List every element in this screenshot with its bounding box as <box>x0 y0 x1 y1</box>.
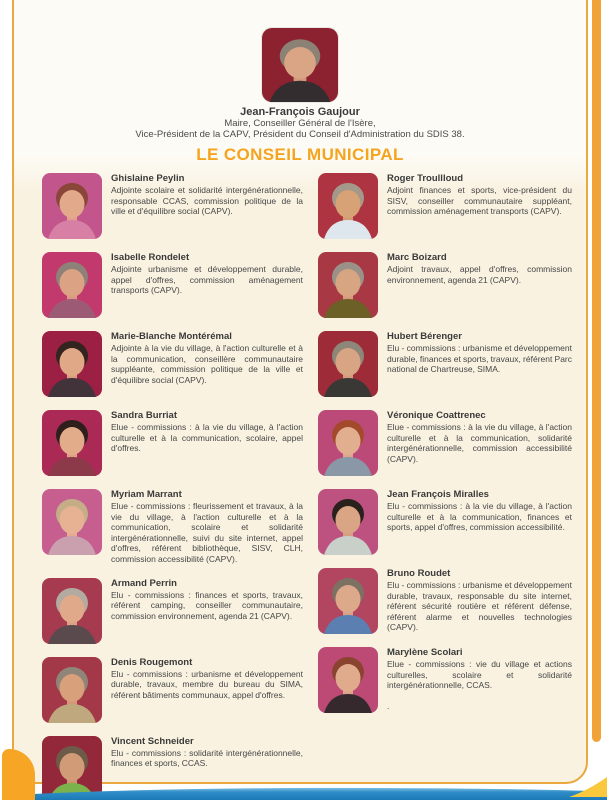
member-name: Sandra Burriat <box>111 410 177 421</box>
member-name: Ghislaine Peylin <box>111 173 185 184</box>
member-text <box>111 489 303 565</box>
member-text <box>387 173 572 239</box>
member-description: Elu - commissions : urbanisme et développement durable, travaux, responsable du site internet, référent sécurité routière et référent défense, référent alarme et nouvelles technologies (CAPV). <box>387 580 572 633</box>
member-photo <box>318 173 378 239</box>
member-card <box>318 489 572 555</box>
member-description: Elue - commissions : vie du village et actions culturelles, scolaire et solidarité intergénérationnelle, CCAS. <box>387 659 572 691</box>
member-name: Bruno Roudet <box>387 568 451 579</box>
member-description: Elu - commissions : solidarité intergénérationnelle, finances et sports, CCAS. <box>111 747 303 769</box>
member-card <box>42 578 303 644</box>
member-card <box>318 331 572 397</box>
member-name: Roger Troullloud <box>387 173 463 184</box>
member-card <box>42 252 303 318</box>
member-name: Jean François Miralles <box>387 489 489 500</box>
member-card <box>42 489 303 565</box>
member-text <box>111 331 303 397</box>
member-photo <box>318 331 378 397</box>
member-card <box>318 410 572 476</box>
member-description: Adjointe scolaire et solidarité intergénérationnelle, responsable CCAS, commission politique de la ville et d'équilibre social (CAPV). <box>111 185 303 217</box>
member-description: Elu - commissions : finances et sports, travaux, référent camping, conseiller communautaire, commission environnement, agenda 21 (CAPV). <box>111 589 303 621</box>
member-text <box>387 568 572 634</box>
member-name: Marie-Blanche Montérémal <box>111 331 232 342</box>
member-name: Vincent Schneider <box>111 735 194 747</box>
member-description: Elue - commissions : à la vie du village, à l'action culturelle et à la communication, solidarité intergénérationnelle, commission accessibilité (CAPV). <box>387 422 572 464</box>
member-name: Véronique Coattrenec <box>387 410 486 421</box>
member-name: Isabelle Rondelet <box>111 252 190 263</box>
member-text <box>387 331 572 397</box>
council-grid <box>14 165 586 800</box>
member-text <box>111 657 303 723</box>
member-photo <box>318 568 378 634</box>
member-text <box>111 578 303 644</box>
member-photo <box>42 173 102 239</box>
member-description: Elu - commissions : urbanisme et développement durable, finances et sports, travaux, référent Parc national de Chartreuse, SIMA. <box>387 343 572 375</box>
member-card <box>42 173 303 239</box>
member-photo <box>42 252 102 318</box>
council-column-left <box>42 173 303 800</box>
member-photo <box>318 410 378 476</box>
member-description: Elue - commissions : à la vie du village, à l'action culturelle et à la communication, scolaire, appel d'offres. <box>111 422 303 454</box>
member-card <box>318 252 572 318</box>
member-card <box>318 568 572 634</box>
member-card <box>42 331 303 397</box>
member-text <box>111 173 303 239</box>
member-photo <box>318 252 378 318</box>
mayor-name: Jean-François Gaujour <box>240 106 360 118</box>
member-text <box>387 647 572 713</box>
member-text <box>387 410 572 476</box>
member-description: Adjointe à la vie du village, à l'action culturelle et à la communication, conseillère communautaire suppléante, commission politique de la ville et d'équilibre social (CAPV). <box>111 343 303 385</box>
member-text <box>111 252 303 318</box>
member-card <box>42 410 303 476</box>
member-text <box>387 252 572 318</box>
member-photo <box>42 489 102 555</box>
member-description: Elu - commissions : urbanisme et développement durable, travaux, membre du bureau du SIMA, référent bâtiments communaux, appel d'offres. <box>111 668 303 700</box>
mayor-photo <box>262 28 338 102</box>
mayor-section <box>14 0 586 140</box>
footer-wave <box>0 784 607 800</box>
member-description: Elu - commissions : à la vie du village, à l'action culturelle et à la communication, finances et sports, appel d'offres, commission accessibilité. <box>387 501 572 533</box>
member-name: Myriam Marrant <box>111 489 182 500</box>
member-name: Armand Perrin <box>111 577 177 589</box>
member-text <box>111 410 303 476</box>
member-description: Adjointe urbanisme et développement durable, appel d'offres, commission aménagement transports (CAPV). <box>111 264 303 296</box>
member-photo <box>42 331 102 397</box>
member-photo <box>42 657 102 723</box>
member-card <box>318 173 572 239</box>
member-name: Marylène Scolari <box>387 647 463 658</box>
member-name: Denis Rougemont <box>111 656 193 668</box>
member-card <box>318 647 572 713</box>
member-photo <box>318 647 378 713</box>
stray-period: . <box>387 700 390 711</box>
council-column-right <box>318 173 572 800</box>
member-card <box>42 657 303 723</box>
member-description: Adjoint travaux, appel d'offres, commission environnement, agenda 21 (CAPV). <box>387 264 572 285</box>
member-photo <box>318 489 378 555</box>
mayor-title-line1: Maire, Conseiller Général de l'Isère, <box>224 118 376 129</box>
member-text <box>387 489 572 555</box>
member-name: Hubert Bérenger <box>387 331 462 342</box>
bottom-right-corner-flourish <box>569 777 607 797</box>
content-frame <box>12 0 588 784</box>
member-photo <box>42 410 102 476</box>
member-description: Elue - commissions : fleurissement et travaux, à la vie du village, à l'action culturelle et à la communication, scolaire et solidarité intergénérationnelle, suivi du site internet, appel d'offres, référent bibliothèque, SISV, CLH, commission accessibilité (CAPV). <box>111 501 303 564</box>
mayor-title-line2: Vice-Président de la CAPV, Président du Conseil d'Administration du SDIS 38. <box>135 128 465 140</box>
member-name: Marc Boizard <box>387 252 447 263</box>
member-photo <box>42 578 102 644</box>
section-title: LE CONSEIL MUNICIPAL <box>196 145 404 164</box>
right-accent-bar <box>592 0 601 742</box>
member-description: Adjoint finances et sports, vice-président du SISV, conseiller communautaire suppléant, commission aménagement transports (CAPV). <box>387 185 572 217</box>
